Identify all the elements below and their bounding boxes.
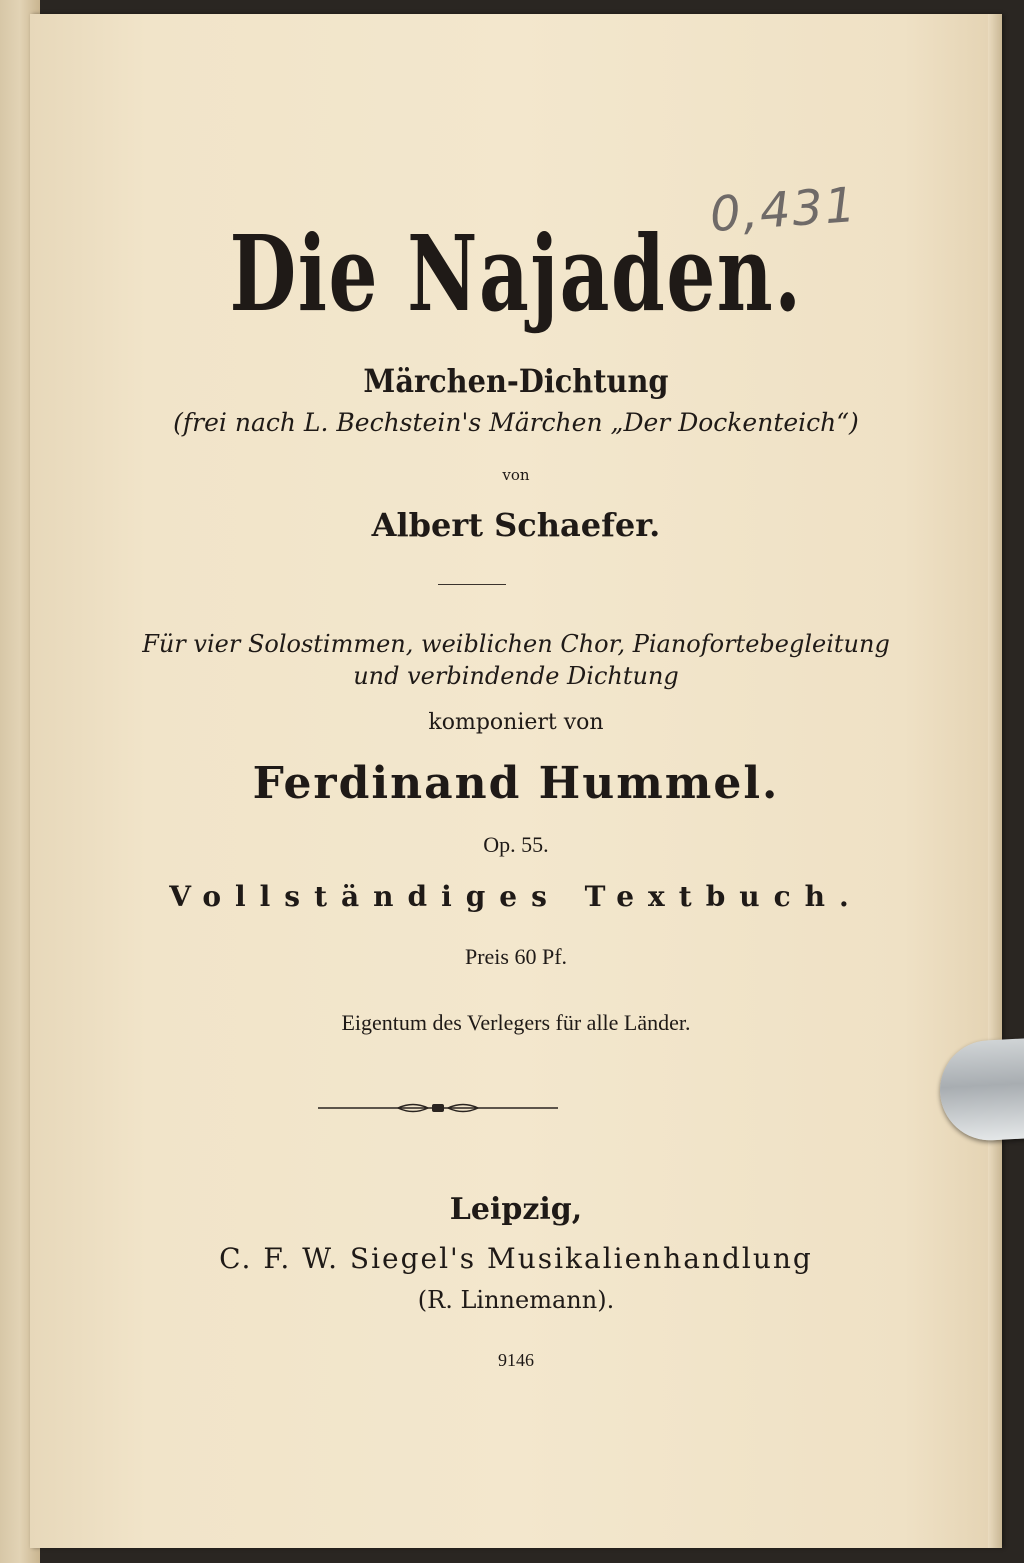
- title-page: [30, 14, 1002, 1548]
- publisher-name: C. F. W. Siegel's Musikalienhandlung: [219, 1242, 813, 1275]
- publisher-proprietor: (R. Linnemann).: [417, 1286, 615, 1314]
- subtitle-note: (frei nach L. Bechstein's Märchen „Der Dockenteich“): [173, 408, 859, 437]
- textbook-label: Vollständiges Textbuch.: [169, 880, 863, 913]
- work-subtitle: Märchen-Dichtung: [363, 362, 669, 400]
- plate-number: 9146: [498, 1350, 534, 1370]
- shelfmark-annotation: 0,431: [708, 176, 860, 244]
- librettist-name: Albert Schaefer.: [371, 506, 661, 544]
- publisher-city: Leipzig,: [449, 1192, 583, 1227]
- rights-notice: Eigentum des Verlegers für alle Länder.: [341, 1010, 691, 1035]
- price-label: Preis 60 Pf.: [464, 944, 568, 969]
- ornament-divider: [318, 1098, 558, 1118]
- opus-number: Op. 55.: [483, 832, 549, 857]
- by-label: von: [502, 466, 530, 484]
- scoring-line-1: Für vier Solostimmen, weiblichen Chor, Pianofortebegleitung: [142, 630, 890, 658]
- composer-name: Ferdinand Hummel.: [252, 758, 780, 809]
- divider-rule: [438, 584, 506, 585]
- scoring-line-2: und verbindende Dichtung: [353, 662, 679, 690]
- composed-by-label: komponiert von: [428, 710, 604, 735]
- work-title: Die Najaden.: [229, 212, 803, 335]
